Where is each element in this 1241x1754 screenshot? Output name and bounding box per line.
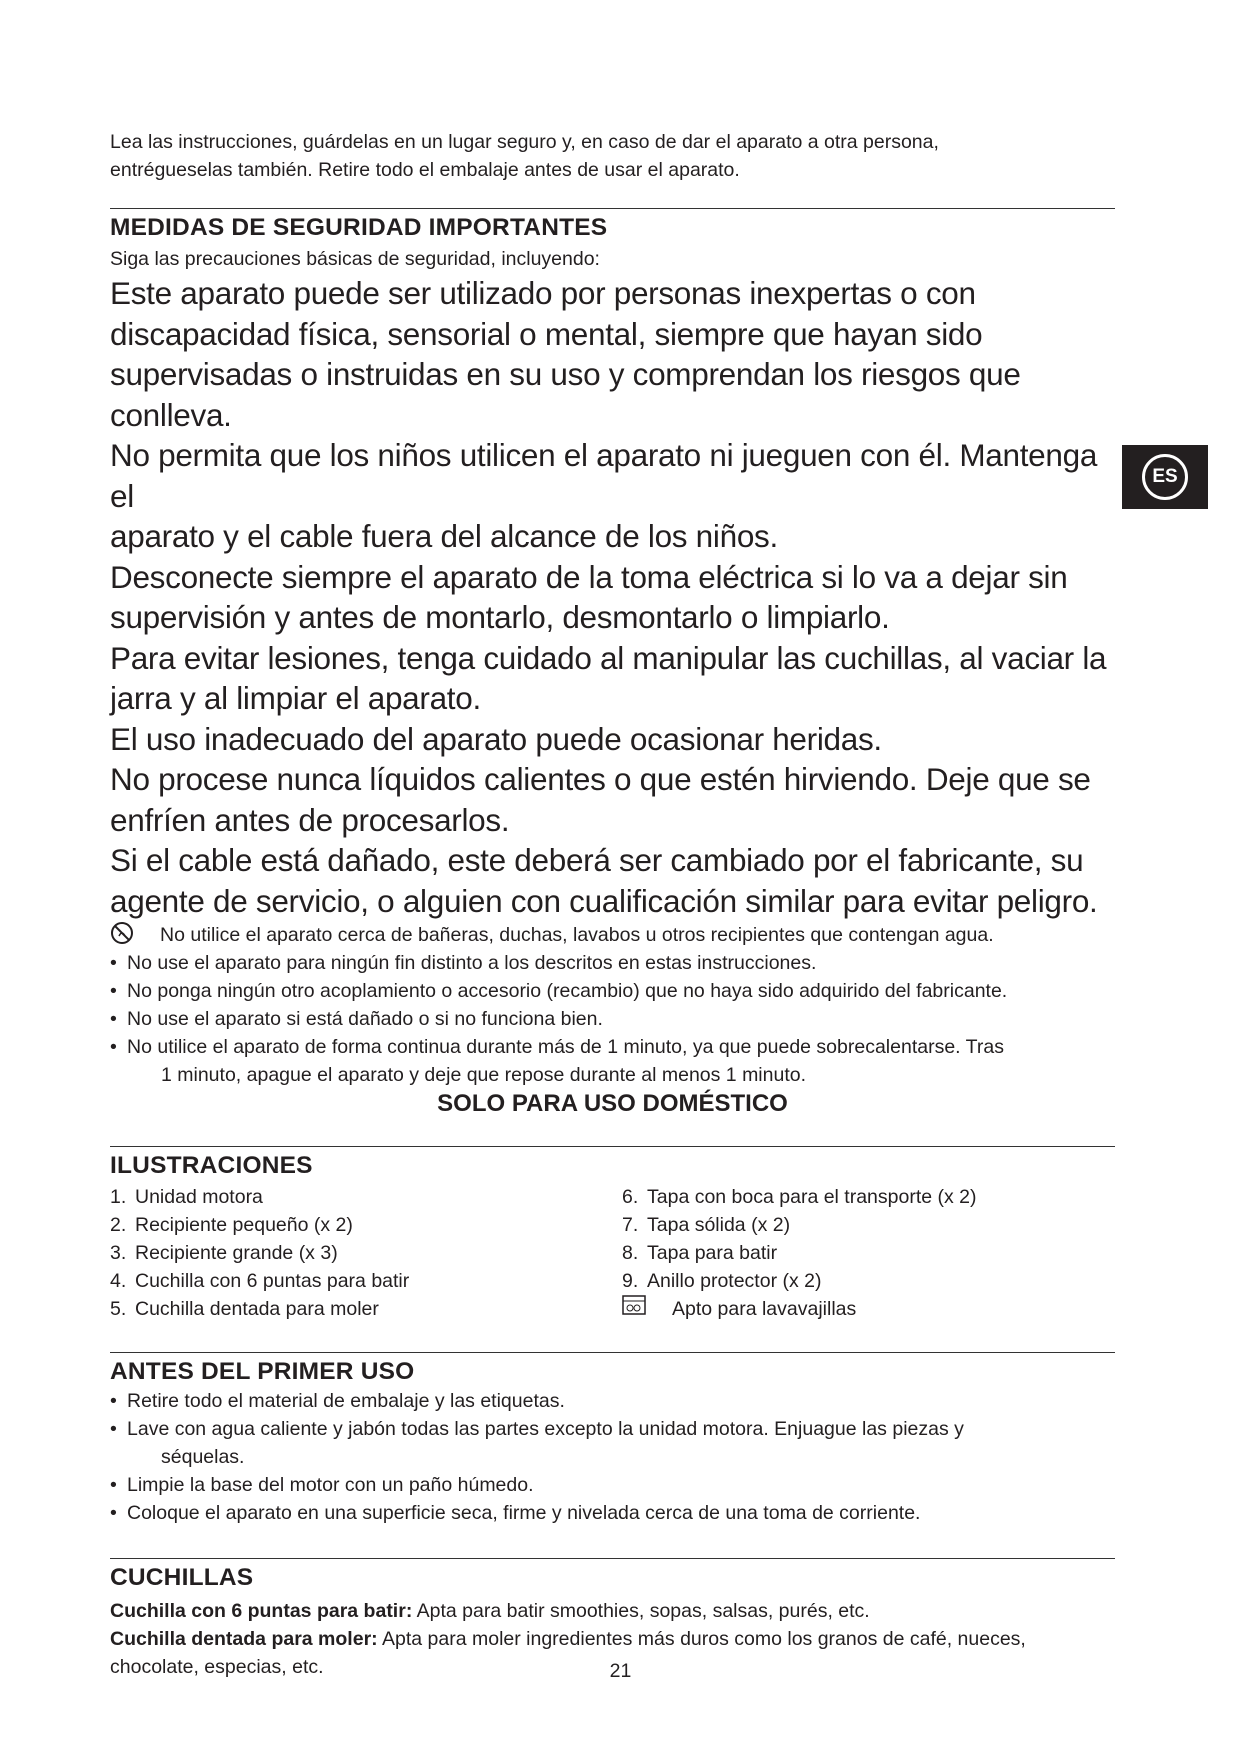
item-number: 2. xyxy=(110,1214,127,1236)
safety-line: aparato y el cable fuera del alcance de los niños. xyxy=(110,518,778,554)
bullet-text: Coloque el aparato en una superficie seca, firme y nivelada cerca de una toma de corriente. xyxy=(127,1502,921,1524)
before-use-heading: ANTES DEL PRIMER USO xyxy=(110,1358,415,1385)
item-label: Recipiente pequeño (x 2) xyxy=(135,1214,353,1236)
illustration-item xyxy=(110,1295,622,1323)
safety-line: Desconecte siempre el aparato de la toma eléctrica si lo va a dejar sin xyxy=(110,558,1068,595)
item-label: Tapa con boca para el transporte (x 2) xyxy=(647,1186,977,1208)
item-label: Cuchilla con 6 puntas para batir xyxy=(135,1270,410,1292)
safety-paragraph xyxy=(110,638,1115,719)
item-number: 3. xyxy=(110,1242,127,1264)
item-number: 9. xyxy=(622,1270,639,1292)
illustration-item xyxy=(110,1267,622,1295)
illustration-item xyxy=(622,1267,1115,1295)
bullet-continuation: 1 minuto, apague el aparato y deje que repose durante al menos 1 minuto. xyxy=(161,1064,807,1086)
item-number: 5. xyxy=(110,1298,127,1320)
safety-line: supervisadas o instruidas en su uso y comprendan los riesgos que conlleva. xyxy=(110,356,1021,433)
dishwasher-text: Apto para lavavajillas xyxy=(672,1298,857,1320)
safety-paragraph xyxy=(110,273,1115,435)
safety-paragraph xyxy=(110,719,1115,760)
illustrations-right-column xyxy=(622,1183,1115,1323)
list-item: • No ponga ningún otro acoplamiento o accesorio (recambio) que no haya sido adquirido del fabricante. xyxy=(110,980,1008,1002)
illustration-item xyxy=(622,1239,1115,1267)
safety-bullet-list xyxy=(110,921,1115,1089)
safety-big-paragraphs xyxy=(110,273,1115,921)
safety-line: jarra y al limpiar el aparato. xyxy=(110,680,481,716)
illustrations-list xyxy=(110,1183,1115,1323)
safety-line: Para evitar lesiones, tenga cuidado al manipular las cuchillas, al vaciar la xyxy=(110,639,1107,676)
list-item: • No use el aparato para ningún fin distinto a los descritos en estas instrucciones. xyxy=(110,952,817,974)
safety-line: No procese nunca líquidos calientes o que estén hirviendo. Deje que se xyxy=(110,761,1091,797)
list-item xyxy=(110,921,1115,949)
list-item: • Coloque el aparato en una superficie seca, firme y nivelada cerca de una toma de corriente. xyxy=(110,1502,921,1524)
safety-line: enfríen antes de procesarlos. xyxy=(110,801,510,838)
bullet-text: No use el aparato para ningún fin distinto a los descritos en estas instrucciones. xyxy=(127,952,817,974)
bullet-text: No use el aparato si está dañado o si no funciona bien. xyxy=(127,1008,603,1030)
safety-line: Este aparato puede ser utilizado por personas inexpertas o con xyxy=(110,275,976,311)
list-item: • No use el aparato si está dañado o si no funciona bien. xyxy=(110,1008,603,1030)
item-label: Recipiente grande (x 3) xyxy=(135,1242,338,1264)
before-use-list xyxy=(110,1387,1115,1527)
intro-line: entrégueselas también. Retire todo el embalaje antes de usar el aparato. xyxy=(110,159,740,181)
list-item: • Lave con agua caliente y jabón todas las partes excepto la unidad motora. Enjuague las piezas y séquelas. xyxy=(110,1415,1115,1471)
illustrations-left-column xyxy=(110,1183,622,1323)
safety-line: Si el cable está dañado, este deberá ser cambiado por el fabricante, su xyxy=(110,842,1084,878)
item-label: Unidad motora xyxy=(135,1186,263,1208)
item-number: 4. xyxy=(110,1270,127,1292)
illustration-item xyxy=(110,1239,622,1267)
safety-subheading: Siga las precauciones básicas de seguridad, incluyendo: xyxy=(110,248,600,270)
list-item: • Limpie la base del motor con un paño húmedo. xyxy=(110,1474,534,1496)
dishwasher-item xyxy=(622,1295,1115,1323)
safety-line: agente de servicio, o alguien con cualificación similar para evitar peligro. xyxy=(110,882,1098,919)
safety-heading: MEDIDAS DE SEGURIDAD IMPORTANTES xyxy=(110,214,608,241)
illustrations-heading: ILUSTRACIONES xyxy=(110,1152,313,1179)
illustration-item xyxy=(622,1183,1115,1211)
item-label: Cuchilla dentada para moler xyxy=(135,1298,379,1320)
item-label: Anillo protector (x 2) xyxy=(647,1270,822,1292)
item-number: 8. xyxy=(622,1242,639,1264)
blade-name: Cuchilla dentada para moler: xyxy=(110,1628,378,1650)
safety-paragraph xyxy=(110,557,1115,638)
blades-heading: CUCHILLAS xyxy=(110,1564,254,1591)
bullet-text: No ponga ningún otro acoplamiento o accesorio (recambio) que no haya sido adquirido del fabricante. xyxy=(127,980,1008,1002)
item-number: 7. xyxy=(622,1214,639,1236)
intro-text xyxy=(110,128,1115,184)
safety-line: discapacidad física, sensorial o mental, siempre que hayan sido xyxy=(110,315,983,352)
safety-paragraph xyxy=(110,759,1115,840)
safety-line: El uso inadecuado del aparato puede ocasionar heridas. xyxy=(110,720,882,757)
intro-line: Lea las instrucciones, guárdelas en un lugar seguro y, en caso de dar el aparato a otra persona, xyxy=(110,131,939,153)
page-number: 21 xyxy=(609,1660,632,1682)
illustration-item xyxy=(622,1211,1115,1239)
list-item: • No utilice el aparato de forma continua durante más de 1 minuto, ya que puede sobrecalentarse. Tras 1 minuto, apague el aparato y deje que repose durante al menos 1 minuto. xyxy=(110,1033,1115,1089)
bullet-continuation: séquelas. xyxy=(161,1446,245,1468)
language-badge xyxy=(1122,445,1208,509)
bullet-text: Lave con agua caliente y jabón todas las partes excepto la unidad motora. Enjuague las piezas y xyxy=(127,1418,964,1440)
item-label: Tapa para batir xyxy=(647,1242,778,1264)
page-content xyxy=(110,128,1115,1681)
illustration-item xyxy=(110,1211,622,1239)
blade-desc-whisk xyxy=(110,1597,1115,1625)
blade-name: Cuchilla con 6 puntas para batir: xyxy=(110,1600,413,1622)
bullet-text: Retire todo el material de embalaje y las etiquetas. xyxy=(127,1390,565,1412)
safety-line: No permita que los niños utilicen el aparato ni jueguen con él. Mantenga el xyxy=(110,437,1098,514)
item-number: 1. xyxy=(110,1186,127,1208)
dishwasher-icon xyxy=(622,1295,646,1315)
bullet-text: No utilice el aparato de forma continua durante más de 1 minuto, ya que puede sobrecalentarse. Tras xyxy=(127,1036,1004,1058)
safety-paragraph xyxy=(110,435,1115,557)
domestic-use-heading: SOLO PARA USO DOMÉSTICO xyxy=(437,1090,788,1117)
list-item: • Retire todo el material de embalaje y las etiquetas. xyxy=(110,1390,565,1412)
item-number: 6. xyxy=(622,1186,639,1208)
language-code: ES xyxy=(1142,454,1188,500)
warning-text: No utilice el aparato cerca de bañeras, duchas, lavabos u otros recipientes que contengan agua. xyxy=(160,924,994,946)
safety-line: supervisión y antes de montarlo, desmontarlo o limpiarlo. xyxy=(110,599,890,635)
safety-paragraph xyxy=(110,840,1115,921)
blade-text: chocolate, especias, etc. xyxy=(110,1656,324,1678)
blade-text: Apta para batir smoothies, sopas, salsas, purés, etc. xyxy=(412,1600,870,1622)
bullet-text: Limpie la base del motor con un paño húmedo. xyxy=(127,1474,534,1496)
blade-text: Apta para moler ingredientes más duros como los granos de café, nueces, xyxy=(377,1628,1026,1650)
illustration-item xyxy=(110,1183,622,1211)
item-label: Tapa sólida (x 2) xyxy=(647,1214,791,1236)
